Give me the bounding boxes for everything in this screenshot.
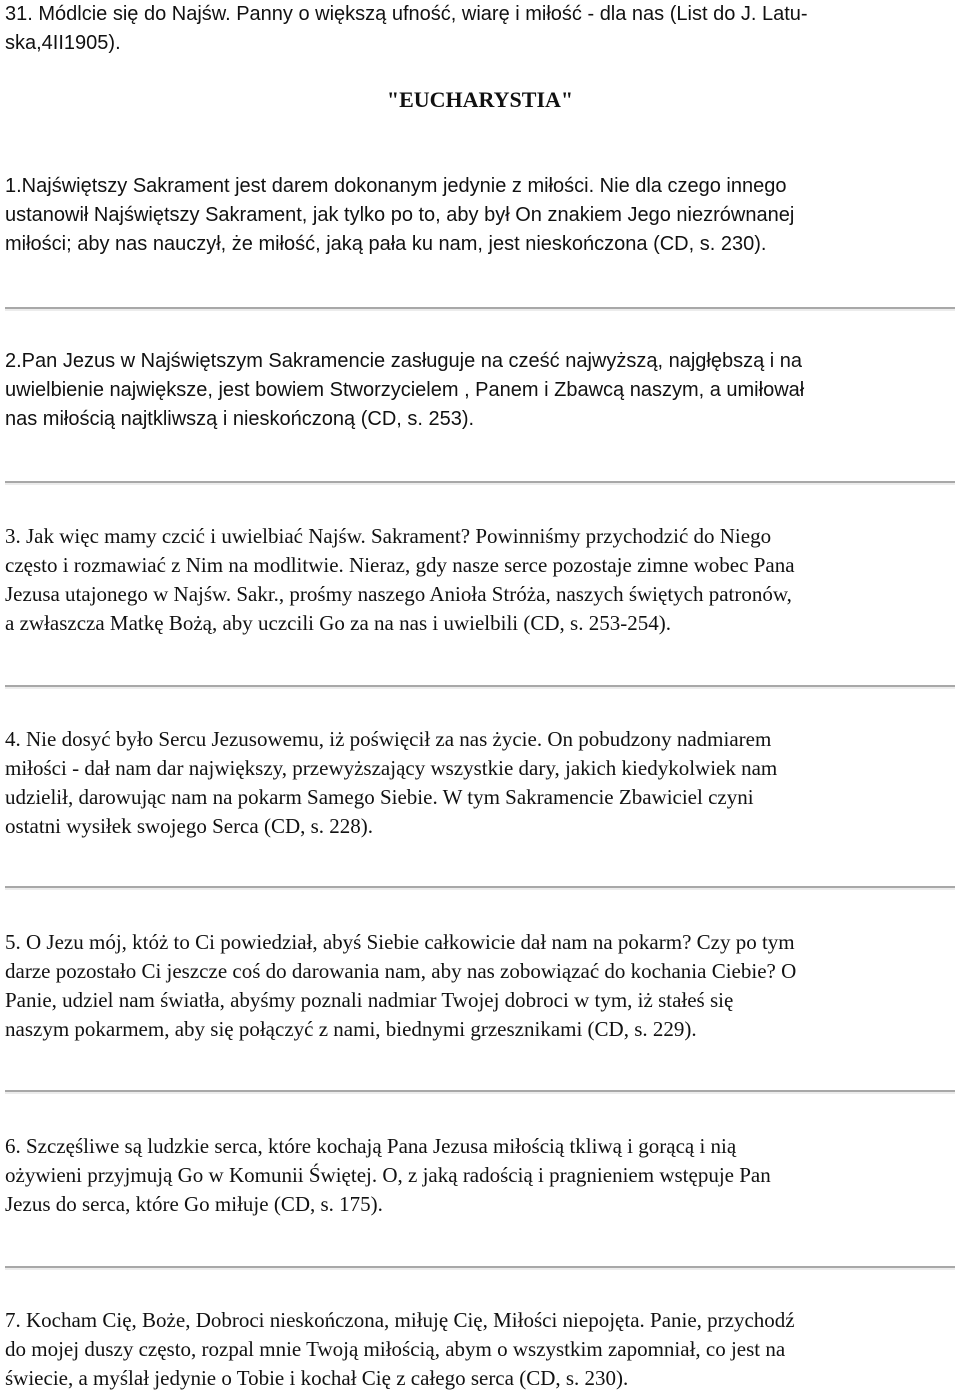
text-line: 1.Najświętszy Sakrament jest darem dokonanym jedynie z miłości. Nie dla czego innego <box>5 175 787 197</box>
text-line: 6. Szczęśliwe są ludzkie serca, które kochają Pana Jezusa miłością tkliwą i gorącą i nią <box>5 1134 737 1158</box>
text-line: do mojej duszy często, rozpal mnie Twoją miłością, abym o wszystkim zapomniał, co jest na <box>5 1337 786 1361</box>
separator-rule <box>5 886 955 890</box>
separator-rule <box>5 1090 955 1094</box>
text-line: ostatni wysiłek swojego Serca (CD, s. 228). <box>5 814 374 838</box>
text-line: Panie, udziel nam światła, abyśmy poznali nadmiar Twojej dobroci w tym, iż stałeś się <box>5 988 734 1012</box>
separator-rule <box>5 685 955 689</box>
text-line: Jezusa utajonego w Najśw. Sakr., prośmy naszego Anioła Stróża, naszych świętych patronów, <box>5 582 792 606</box>
text-line: ożywieni przyjmują Go w Komunii Świętej. O, z jaką radością i pragnieniem wstępuje Pan <box>5 1163 771 1187</box>
text-line: 2.Pan Jezus w Najświętszym Sakramencie zasługuje na cześć najwyższą, najgłębszą i na <box>5 350 803 372</box>
text-line: a zwłaszcza Matkę Bożą, aby uczcili Go za na nas i uwielbili (CD, s. 253-254). <box>5 611 671 635</box>
text-line: miłości; aby nas nauczył, że miłość, jaką pała ku nam, jest nieskończona (CD, s. 230). <box>5 233 767 255</box>
text-line: darze pozostało Ci jeszcze coś do darowania nam, aby nas zobowiązać do kochania Ciebie? O <box>5 959 797 983</box>
separator-rule <box>5 307 955 311</box>
section-heading: "EUCHARYSTIA" <box>386 87 574 112</box>
item-2-paragraph <box>5 347 955 434</box>
text-line: 4. Nie dosyć było Sercu Jezusowemu, iż poświęcił za nas życie. On pobudzony nadmiarem <box>5 727 772 751</box>
item-3-paragraph <box>5 522 955 638</box>
item-4-paragraph <box>5 725 955 841</box>
text-line: miłości - dał nam dar największy, przewyższający wszystkie dary, jakich kiedykolwiek nam <box>5 756 778 780</box>
intro-paragraph <box>5 0 955 58</box>
text-line: 3. Jak więc mamy czcić i uwielbiać Najśw. Sakrament? Powinniśmy przychodzić do Niego <box>5 524 772 548</box>
text-line: uwielbienie największe, jest bowiem Stworzycielem , Panem i Zbawcą naszym, a umiłował <box>5 379 805 401</box>
item-1-paragraph <box>5 172 955 259</box>
item-5-paragraph <box>5 928 955 1044</box>
text-line: ustanowił Najświętszy Sakrament, jak tylko po to, aby był On znakiem Jego niezrównanej <box>5 204 795 226</box>
text-line: często i rozmawiać z Nim na modlitwie. Nieraz, gdy nasze serce pozostaje zimne wobec Pana <box>5 553 795 577</box>
separator-rule <box>5 1266 955 1270</box>
item-7-paragraph <box>5 1306 955 1393</box>
text-line: ska,4II1905). <box>5 32 121 54</box>
text-line: 31. Módlcie się do Najśw. Panny o większą ufność, wiarę i miłość - dla nas (List do J. Latu- <box>5 3 808 25</box>
text-line: Jezus do serca, które Go miłuje (CD, s. 175). <box>5 1192 383 1216</box>
text-line: udzielił, darowując nam na pokarm Samego Siebie. W tym Sakramencie Zbawiciel czyni <box>5 785 754 809</box>
text-line: świecie, a myślał jedynie o Tobie i kochał Cię z całego serca (CD, s. 230). <box>5 1366 629 1390</box>
separator-rule <box>5 481 955 485</box>
text-line: naszym pokarmem, aby się połączyć z nami, biednymi grzesznikami (CD, s. 229). <box>5 1017 697 1041</box>
text-line: 7. Kocham Cię, Boże, Dobroci nieskończona, miłuję Cię, Miłości niepojęta. Panie, przychodź <box>5 1308 795 1332</box>
item-6-paragraph <box>5 1132 955 1219</box>
text-line: nas miłością najtkliwszą i nieskończoną (CD, s. 253). <box>5 408 475 430</box>
text-line: 5. O Jezu mój, któż to Ci powiedział, abyś Siebie całkowicie dał nam na pokarm? Czy po tym <box>5 930 795 954</box>
